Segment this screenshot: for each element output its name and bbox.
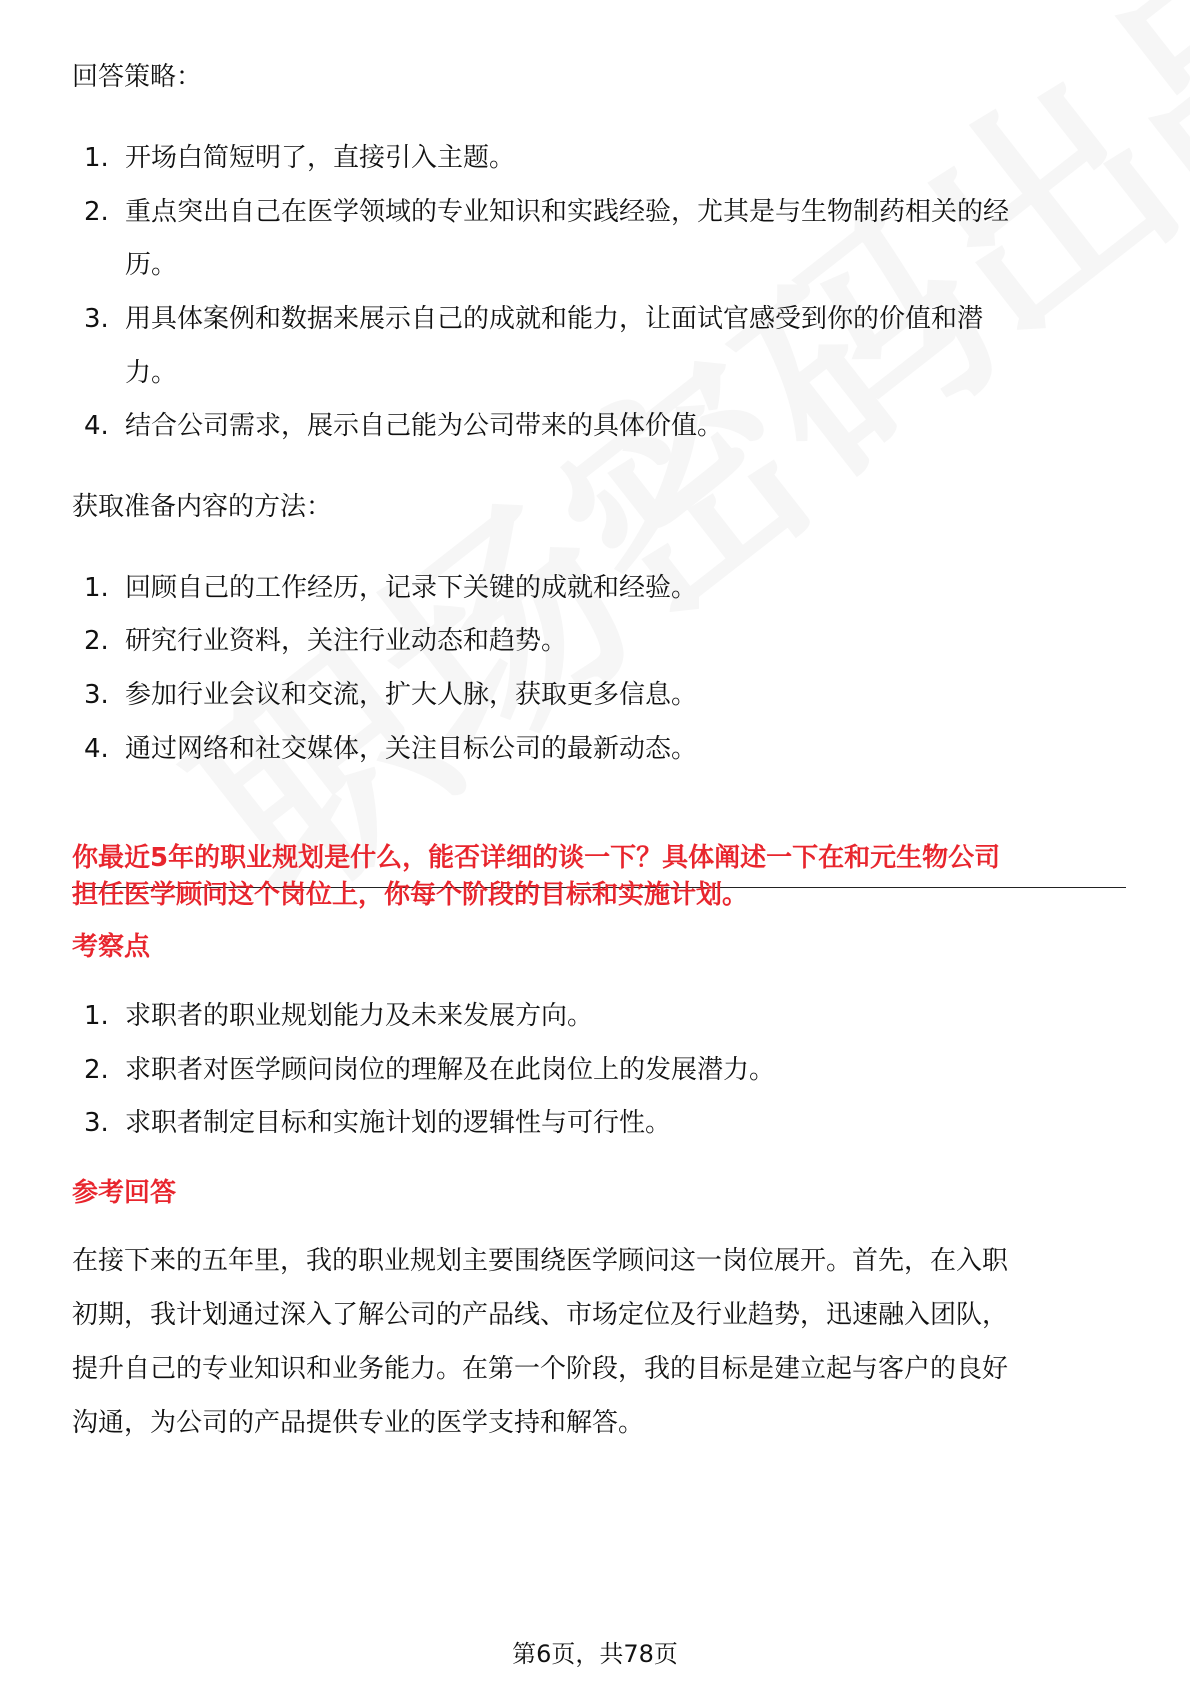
list-number: 4. [84, 411, 109, 441]
answer-paragraph-line: 沟通，为公司的产品提供专业的医学支持和解答。 [72, 1408, 645, 1438]
page-number-footer: 第6页，共78页 [512, 1640, 678, 1668]
list-item: 研究行业资料，关注行业动态和趋势。 [125, 626, 568, 656]
list-item: 求职者的职业规划能力及未来发展方向。 [125, 1001, 594, 1031]
answer-paragraph-line: 提升自己的专业知识和业务能力。在第一个阶段，我的目标是建立起与客户的良好 [72, 1354, 1009, 1384]
question-title: 你最近5年的职业规划是什么，能否详细的谈一下？具体阐述一下在和元生物公司 [72, 843, 1001, 873]
method-heading: 获取准备内容的方法： [72, 492, 333, 522]
list-number: 4. [84, 734, 109, 764]
list-item-continuation: 历。 [125, 250, 178, 280]
list-number: 3. [84, 304, 109, 334]
list-item: 重点突出自己在医学领域的专业知识和实践经验，尤其是与生物制药相关的经 [125, 197, 1010, 227]
list-item: 回顾自己的工作经历，记录下关键的成就和经验。 [125, 573, 698, 603]
list-item-continuation: 力。 [125, 358, 178, 388]
question-title-continuation: 担任医学顾问这个岗位上，你每个阶段的目标和实施计划。 [72, 880, 749, 910]
list-number: 2. [84, 1055, 109, 1085]
list-item: 参加行业会议和交流，扩大人脉，获取更多信息。 [125, 680, 698, 710]
list-item: 结合公司需求，展示自己能为公司带来的具体价值。 [125, 411, 724, 441]
list-number: 3. [84, 680, 109, 710]
list-item: 求职者制定目标和实施计划的逻辑性与可行性。 [125, 1108, 672, 1138]
list-number: 2. [84, 197, 109, 227]
list-number: 1. [84, 143, 109, 173]
answer-paragraph-line: 在接下来的五年里，我的职业规划主要围绕医学顾问这一岗位展开。首先，在入职 [72, 1246, 1009, 1276]
list-number: 2. [84, 626, 109, 656]
list-item: 用具体案例和数据来展示自己的成就和能力，让面试官感受到你的价值和潜 [125, 304, 984, 334]
list-item: 求职者对医学顾问岗位的理解及在此岗位上的发展潜力。 [125, 1055, 776, 1085]
list-number: 1. [84, 1001, 109, 1031]
strategy-heading: 回答策略： [72, 62, 203, 92]
list-number: 3. [84, 1108, 109, 1138]
list-item: 通过网络和社交媒体，关注目标公司的最新动态。 [125, 734, 698, 764]
list-item: 开场白简短明了，直接引入主题。 [125, 143, 516, 173]
list-number: 1. [84, 573, 109, 603]
points-heading: 考察点 [72, 932, 151, 962]
answer-heading: 参考回答 [72, 1178, 177, 1208]
answer-paragraph-line: 初期，我计划通过深入了解公司的产品线、市场定位及行业趋势，迅速融入团队， [72, 1300, 1009, 1330]
